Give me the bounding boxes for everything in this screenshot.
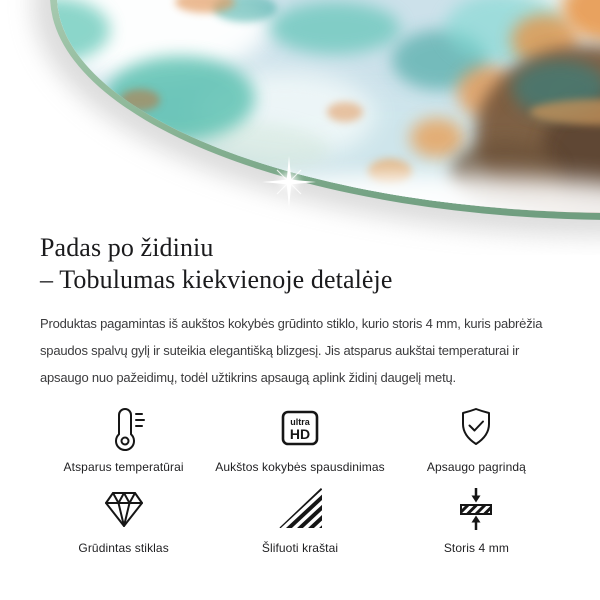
glass-pad-render [0,0,600,255]
product-description-section [0,232,600,555]
feature-label: Aukštos kokybės spausdinimas [215,460,385,474]
shield-check-icon [452,404,500,452]
product-description-text: Produktas pagamintas iš aukštos kokybės grūdinto stiklo, kurio storis 4 mm, kuris pabrėžia spaudos spalvų gylį ir suteikia elegantišką blizgesį. Jis atsparus aukštai temperaturai ir apsaugo nuo pažeidimų, todėl užtikrins apsaugą aplink židinį daugelį metų. [40,316,543,385]
feature-heat-resistant [40,405,207,474]
ultra-hd-icon [276,404,324,452]
feature-label: Storis 4 mm [443,541,509,555]
page-title-line1: Padas po židiniu [40,233,214,262]
feature-polished-edges [215,486,385,555]
feature-label: Apsaugo pagrindą [426,460,526,474]
feature-label: Šlifuoti kraštai [261,541,339,555]
feature-label: Grūdintas stiklas [78,541,169,555]
diamond-icon [100,485,148,533]
feature-tempered-glass [40,486,207,555]
page-title [40,232,560,296]
thickness-icon [452,485,500,533]
thermometer-icon [100,404,148,452]
feature-thickness [393,486,560,555]
page-title-line2: – Tobulumas kiekvienoje detalėje [40,265,393,294]
feature-grid [40,405,560,555]
feature-label: Atsparus temperatūrai [63,460,184,474]
ultra-hd-badge-top: ultra [290,417,310,427]
ultra-hd-badge-bottom: HD [289,426,311,442]
feature-print-quality [215,405,385,474]
feature-protects-base [393,405,560,474]
polished-edges-icon [276,485,324,533]
product-image [0,0,600,255]
